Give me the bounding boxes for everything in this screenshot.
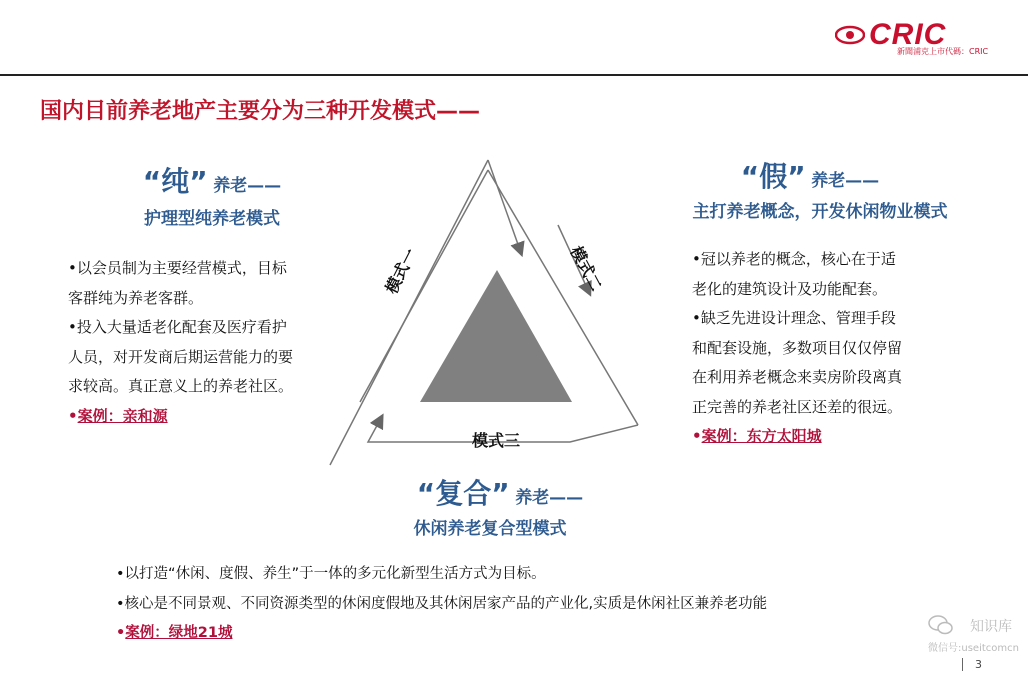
mixed-bullet-line: •以打造“休闲、度假、养生”于一体的多元化新型生活方式为目标。 [116,566,546,582]
pure-bullet-line: •以会员制为主要经营模式，目标 [68,259,287,277]
fake-bullet-line: 正完善的养老社区还差的很远。 [692,397,903,416]
page-number: 3 [975,658,982,671]
fake-bullet-line: 和配套设施，多数项目仅仅停留 [692,338,903,357]
mixed-case-link[interactable]: 案例：绿地21城 [125,625,233,641]
mode-two-label: 模式二 [566,242,606,295]
fake-bullet-line: 在利用养老概念来卖房阶段离真 [692,368,903,386]
pure-bullets: •以会员制为主要经营模式，目标 客群纯为养老客群。 •投入大量适老化配套及医疗看护 人员，对开发商后期运营能力的要 求较高。真正意义上的养老社区。 •案例：亲和源 [68,254,343,431]
fake-quote: “假” [740,160,806,193]
fake-subtitle: 主打养老概念，开发休闲物业模式 [692,202,948,222]
logo-brand: CRIC [869,18,947,51]
logo-eye-icon [835,23,865,47]
pure-bullet-line: 人员，对开发商后期运营能力的要 [68,347,294,366]
wechat-watermark [928,612,1023,657]
fake-bullets: •冠以养老的概念，核心在于适 老化的建筑设计及功能配套。 •缺乏先进设计理念、管理手段 和配套设施，多数项目仅仅停留 在利用养老概念来卖房阶段离真 正完善的养老社区还差的很远。 •案例：东方太阳城 [692,245,962,452]
pure-suffix: 养老—— [213,176,282,196]
pure-bullet-line: 客群纯为养老客群。 [68,288,204,307]
fake-case-link[interactable]: 案例：东方太阳城 [701,427,822,445]
pure-subtitle: 护理型纯养老模式 [144,209,280,229]
watermark-title: 知识库 [970,619,1012,635]
logo-tagline: 新聞浦克上市代碼：CRIC [897,47,989,56]
fake-suffix: 养老—— [811,171,880,191]
triangle-diagram [320,150,650,470]
mixed-mode-heading [390,472,610,512]
mixed-bullet-line: •核心是不同景观、不同资源类型的休闲度假地及其休闲居家产品的产业化,实质是休闲社区兼养老功能 [116,595,768,612]
pure-mode-heading [112,160,312,200]
fake-bullet-line: 老化的建筑设计及功能配套。 [692,279,888,298]
wechat-icon [928,614,954,636]
header-rule [0,74,1028,76]
pure-bullet-line: 求较高。真正意义上的养老社区。 [68,377,294,395]
pure-case-link[interactable]: 案例：亲和源 [77,406,168,425]
core-triangle [420,270,572,402]
mixed-suffix: 养老—— [515,488,584,508]
mode-three-label: 模式三 [472,431,521,450]
cric-logo [835,18,995,58]
mixed-quote: “复合” [416,477,510,510]
fake-bullet-line: •冠以养老的概念，核心在于适 [692,250,896,268]
mixed-bullets: •以打造“休闲、度假、养生”于一体的多元化新型生活方式为目标。 •核心是不同景观、不同资源类型的休闲度假地及其休闲居家产品的产业化,实质是休闲社区兼养老功能 •案例：绿地21城 [116,560,916,649]
pure-quote: “纯” [142,165,208,198]
mixed-subtitle: 休闲养老复合型模式 [413,519,567,539]
fake-bullet-line: •缺乏先进设计理念、管理手段 [692,309,896,327]
arrow-one [488,160,520,250]
arrow-three [368,420,380,442]
mode-one-label: 模式一 [381,245,421,297]
footer-divider [962,658,963,671]
page-title: 国内目前养老地产主要分为三种开发模式—— [40,99,481,124]
fake-mode-heading [690,155,930,195]
watermark-account: 微信号:useitcomcn [928,643,1019,654]
pure-bullet-line: •投入大量适老化配套及医疗看护 [68,318,287,336]
